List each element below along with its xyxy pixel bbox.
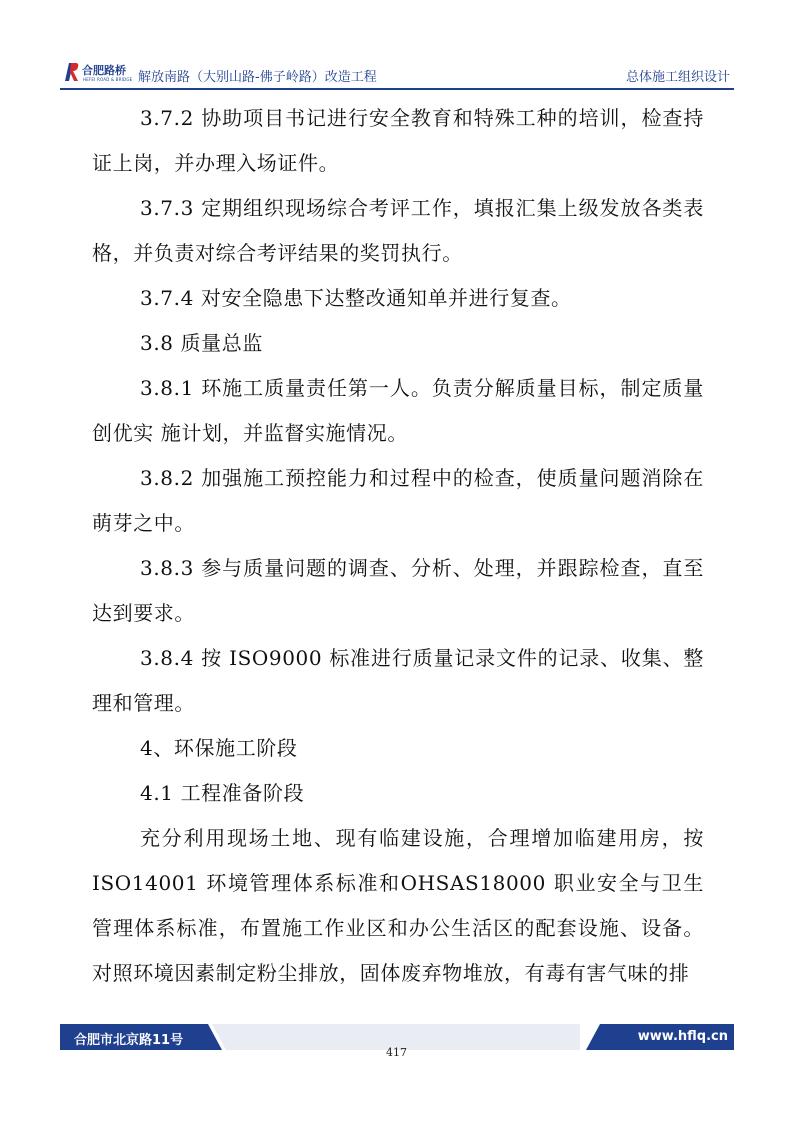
paragraph: 3.7.3 定期组织现场综合考评工作，填报汇集上级发放各类表格，并负责对综合考评结果的奖罚执行。 [92, 196, 704, 265]
chapter-heading: 4、环保施工阶段 [140, 736, 298, 760]
paragraph: 3.8.2 加强施工预控能力和过程中的检查，使质量问题消除在萌芽之中。 [92, 466, 704, 535]
paragraph: 3.8.1 环施工质量责任第一人。负责分解质量目标，制定质量创优实 施计划，并监督实施情况。 [92, 376, 704, 445]
header-divider [60, 88, 734, 90]
section-heading: 3.8 质量总监 [140, 331, 263, 355]
footer-address: 合肥市北京路11号 [74, 1033, 184, 1048]
paragraph: 充分利用现场土地、现有临建设施，合理增加临建用房，按ISO14001 环境管理体系标准和OHSAS18000 职业安全与卫生管理体系标准，布置施工作业区和办公生活区的配套设施、设备。对照环境因素制定粉尘排放，固体废弃物堆放，有毒有害气味的排 [92, 826, 704, 985]
document-body [92, 96, 704, 996]
logo-subtext: HEFEI ROAD & BRIDGE [83, 77, 133, 82]
logo-mark-icon [64, 62, 80, 82]
paragraph: 3.7.2 协助项目书记进行安全教育和特殊工种的培训，检查持证上岗，并办理入场证件。 [92, 106, 704, 175]
paragraph: 3.8.4 按 ISO9000 标准进行质量记录文件的记录、收集、整理和管理。 [92, 646, 704, 715]
paragraph: 3.7.4 对安全隐患下达整改通知单并进行复查。 [140, 286, 572, 310]
page-number: 417 [386, 1046, 407, 1059]
document-section: 总体施工组织设计 [625, 70, 730, 85]
footer-website: www.hflq.cn [637, 1029, 728, 1044]
section-heading: 4.1 工程准备阶段 [140, 781, 305, 805]
company-logo [64, 60, 134, 86]
project-title: 解放南路（大别山路-佛子岭路）改造工程 [138, 70, 377, 85]
logo-text: 合肥路桥 [82, 64, 126, 77]
paragraph: 3.8.3 参与质量问题的调查、分析、处理，并跟踪检查，直至达到要求。 [92, 556, 704, 625]
page-header [60, 56, 734, 92]
